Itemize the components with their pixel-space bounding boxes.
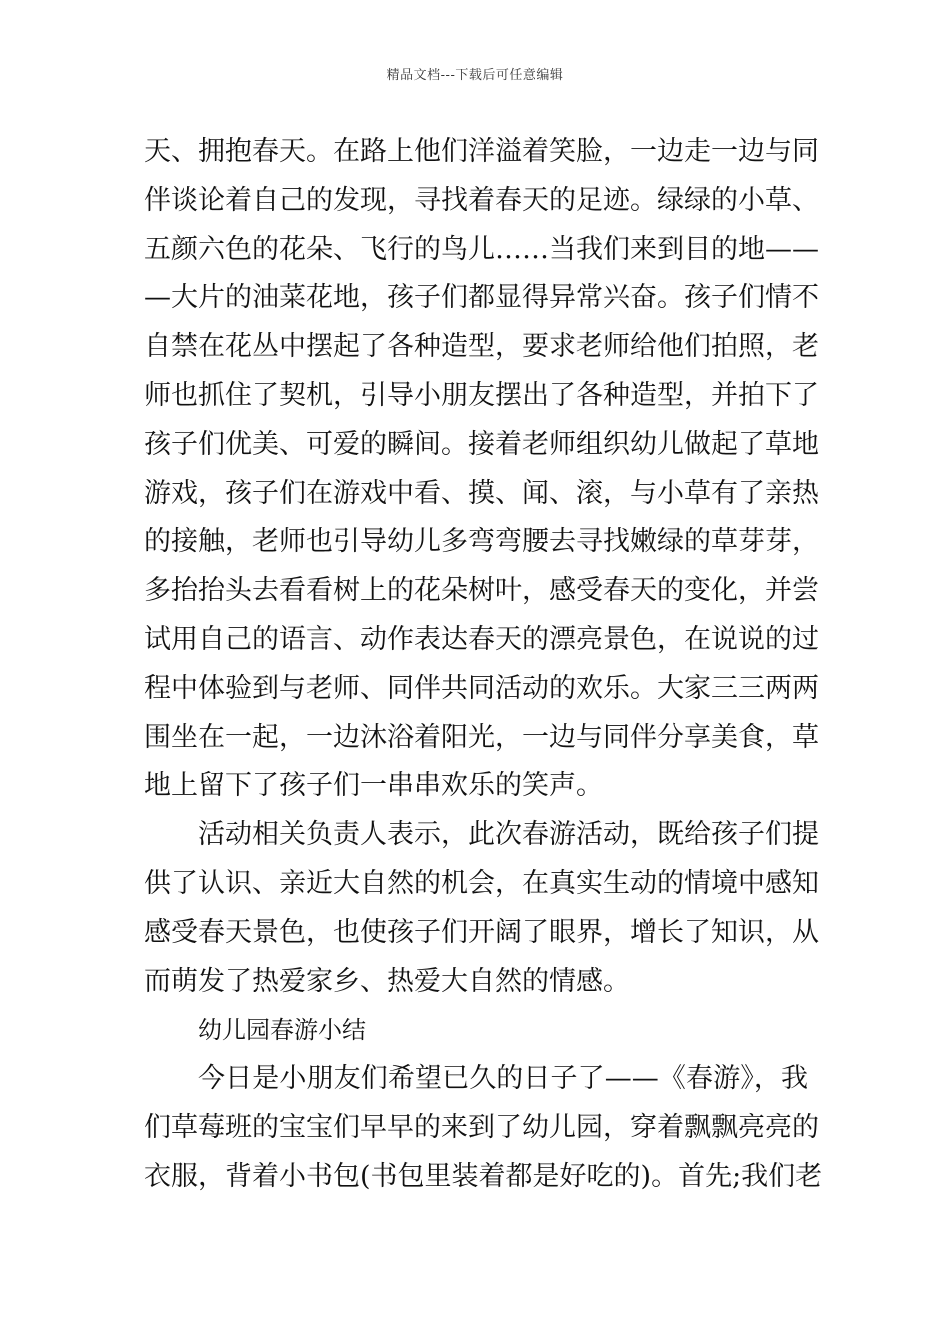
paragraph-1 — [144, 128, 819, 811]
text-line: 围坐在一起，一边沐浴着阳光，一边与同伴分享美食，草 — [144, 721, 819, 753]
text-line: 今日是小朋友们希望已久的日子了——《春游》，我 — [198, 1063, 808, 1095]
text-line: 衣服，背着小书包(书包里装着都是好吃的)。首先;我们老 — [144, 1160, 823, 1192]
text-line: 孩子们优美、可爱的瞬间。接着老师组织幼儿做起了草地 — [144, 428, 819, 460]
document-body — [144, 128, 823, 1202]
text-line: 试用自己的语言、动作表达春天的漂亮景色，在说说的过 — [144, 623, 819, 655]
text-line: 活动相关负责人表示，此次春游活动，既给孩子们提 — [198, 819, 819, 851]
text-line: 们草莓班的宝宝们早早的来到了幼儿园，穿着飘飘亮亮的 — [144, 1111, 819, 1143]
paragraph-3 — [144, 1055, 823, 1201]
text-line: 五颜六色的花朵、飞行的鸟儿……当我们来到目的地—— — [144, 233, 819, 265]
paragraph-2 — [144, 811, 819, 1006]
section-title: 幼儿园春游小结 — [198, 1016, 366, 1045]
text-line: 程中体验到与老师、同伴共同活动的欢乐。大家三三两两 — [144, 672, 819, 704]
text-line: 自禁在花丛中摆起了各种造型，要求老师给他们拍照，老 — [144, 331, 819, 363]
text-line: 师也抓住了契机，引导小朋友摆出了各种造型，并拍下了 — [144, 379, 819, 411]
page-header: 精品文档---下载后可任意编辑 — [386, 68, 564, 83]
text-line: 地上留下了孩子们一串串欢乐的笑声。 — [144, 770, 603, 802]
text-line: 而萌发了热爱家乡、热爱大自然的情感。 — [144, 965, 630, 997]
text-line: 伴谈论着自己的发现，寻找着春天的足迹。绿绿的小草、 — [144, 184, 819, 216]
text-line: —大片的油菜花地，孩子们都显得异常兴奋。孩子们情不 — [144, 282, 819, 314]
text-line: 游戏，孩子们在游戏中看、摸、闻、滚，与小草有了亲热 — [144, 477, 819, 509]
text-line: 供了认识、亲近大自然的机会，在真实生动的情境中感知 — [144, 867, 819, 899]
text-line: 多抬抬头去看看树上的花朵树叶，感受春天的变化，并尝 — [144, 575, 819, 607]
text-line: 的接触，老师也引导幼儿多弯弯腰去寻找嫩绿的草芽芽， — [144, 526, 819, 558]
text-line: 感受春天景色，也使孩子们开阔了眼界，增长了知识，从 — [144, 916, 819, 948]
text-line: 天、拥抱春天。在路上他们洋溢着笑脸，一边走一边与同 — [144, 136, 819, 167]
